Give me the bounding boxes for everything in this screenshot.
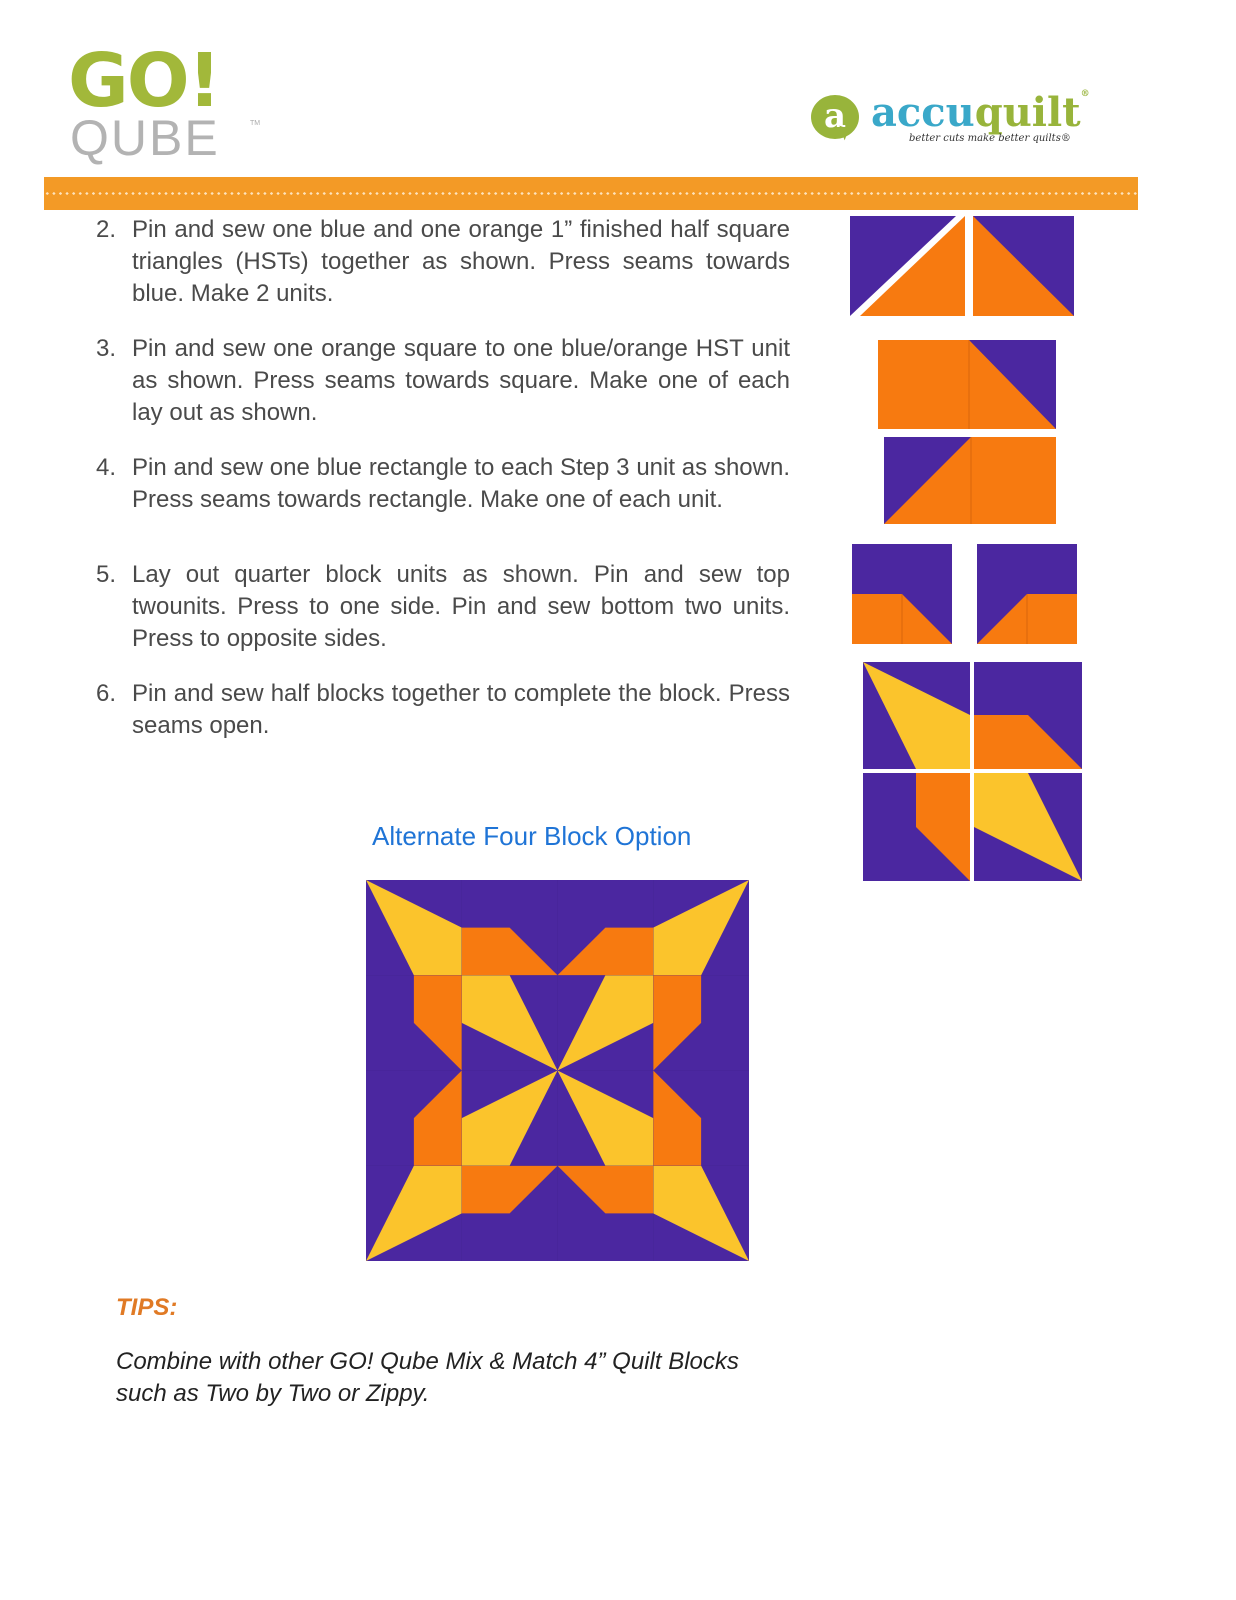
alternate-four-block-quilt <box>366 880 749 1261</box>
header-stitch-band <box>44 177 1138 210</box>
step-text: Lay out quarter block units as shown. Pin and sew top twounits. Press to one side. Pin and sew bottom two units. Press to opposite sides. <box>132 561 790 652</box>
step-2 <box>96 214 790 310</box>
step-text: Pin and sew one blue rectangle to each Step 3 unit as shown. Press seams towards rectangle. Make one of each unit. <box>132 454 790 513</box>
accuquilt-wordmark <box>871 89 1090 136</box>
step-text: Pin and sew half blocks together to complete the block. Press seams open. <box>132 680 790 739</box>
stitch-dots <box>44 192 1138 195</box>
alternate-option-title: Alternate Four Block Option <box>372 821 692 851</box>
step-number: 5. <box>96 561 117 588</box>
step-5-unit-right <box>977 544 1077 644</box>
step-text: Pin and sew one orange square to one blue/orange HST unit as shown. Press seams towards square. Make one of each lay out as shown. <box>132 335 790 426</box>
step-number: 4. <box>96 454 117 481</box>
accuquilt-badge-icon: a <box>811 95 859 139</box>
step-text: Pin and sew one blue and one orange 1” finished half square triangles (HSTs) together as shown. Press seams towards blue. Make 2 units. <box>132 216 790 307</box>
registered-mark: ® <box>1080 89 1090 99</box>
step-4 <box>96 452 790 516</box>
step-6 <box>96 678 790 742</box>
trademark-mark: TM <box>250 120 261 127</box>
tips-heading: TIPS: <box>116 1294 178 1321</box>
go-qube-logo <box>68 38 261 166</box>
accuquilt-tagline: better cuts make better quilts® <box>909 133 1071 144</box>
step-number: 6. <box>96 680 117 707</box>
step-4-unit-diagram <box>884 437 1058 525</box>
step-3 <box>96 333 790 429</box>
wordmark-quilt: quilt <box>974 89 1081 136</box>
step-5 <box>96 559 790 655</box>
step-number: 2. <box>96 216 117 243</box>
step-2-hst-diagram <box>848 216 1076 318</box>
wordmark-accu: accu <box>871 89 975 136</box>
accuquilt-logo <box>811 89 1141 155</box>
qube-logo-text: QUBE <box>70 110 220 166</box>
go-logo-text: GO! <box>68 38 220 124</box>
step-3-unit-diagram <box>878 340 1058 430</box>
step-5-unit-left <box>852 544 952 644</box>
step-6-quarter-block <box>863 662 1083 882</box>
tips-body: Combine with other GO! Qube Mix & Match 4” Quilt Blocks such as Two by Two or Zippy. <box>116 1348 739 1407</box>
step-number: 3. <box>96 335 117 362</box>
